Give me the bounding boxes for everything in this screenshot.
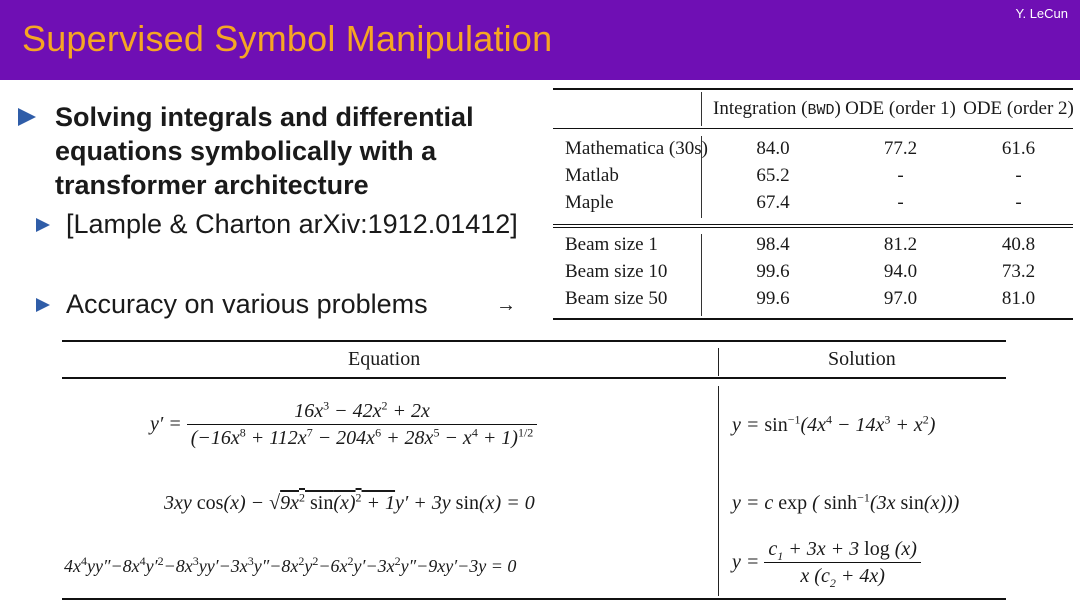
table-cell: - bbox=[1015, 165, 1022, 186]
table-cell: 77.2 bbox=[883, 138, 918, 159]
table-top-rule bbox=[62, 340, 1006, 342]
table-cell: - bbox=[897, 165, 904, 186]
triangle-bullet-icon bbox=[36, 298, 50, 312]
solution-1: $y = \sin^{-1}(4x^4 - 14x^3 + x^2)$ bbox=[732, 412, 936, 436]
equation-2: 3xy $\cos(x) - √9x^2$ $\sin(x)^2 + 1y' + 3y$ sin(x) = 0 bbox=[164, 490, 535, 514]
table-row-label: Maple bbox=[565, 192, 614, 213]
table-cell: 61.6 bbox=[1001, 138, 1036, 159]
col-header-integration: Integration (BWD) bbox=[713, 98, 841, 119]
triangle-bullet-icon bbox=[18, 108, 36, 126]
header-vline bbox=[701, 92, 702, 126]
table-cell: 67.4 bbox=[756, 192, 790, 213]
bullet-main-text: Solving integrals and differential equations symbolically with a transformer architecture bbox=[55, 102, 474, 200]
table-row-label: Beam size 1 bbox=[565, 234, 658, 255]
body-vline bbox=[718, 386, 719, 596]
equation-1: y′ = $\frac{16x^3 - 42x^2 + 2x}{(-16x^8 + 112x^7 - 204x^6 + 28x^5 - x^4 + 1)^{1/2}}$ bbox=[150, 398, 537, 451]
slide-title: Supervised Symbol Manipulation bbox=[22, 18, 553, 59]
table-cell: 81.0 bbox=[1001, 288, 1036, 309]
group2-vline bbox=[701, 234, 702, 316]
table-bottom-rule bbox=[553, 318, 1073, 320]
table-cell: 99.6 bbox=[756, 261, 790, 282]
solution-3: y = $\frac{c_1 + 3x + 3 \log (x)}{x (c_2 + 4x)}$ bbox=[732, 536, 921, 589]
slide-header bbox=[0, 0, 1080, 80]
equation-table bbox=[62, 340, 1006, 602]
table-row-label: Beam size 50 bbox=[565, 288, 668, 309]
table-cell: 94.0 bbox=[883, 261, 918, 282]
table-cell: 84.0 bbox=[756, 138, 790, 159]
header-vline bbox=[718, 348, 719, 376]
triangle-bullet-icon bbox=[36, 218, 50, 232]
col-header-equation: Equation bbox=[348, 348, 421, 370]
table-cell: 97.0 bbox=[883, 288, 918, 309]
table-cell: - bbox=[1015, 192, 1022, 213]
table-cell: 81.2 bbox=[883, 234, 918, 255]
bullet-accuracy-text: Accuracy on various problems bbox=[66, 289, 428, 319]
table-cell: - bbox=[897, 192, 904, 213]
col-header-ode2: ODE (order 2) bbox=[963, 98, 1074, 119]
bullet-citation-text: [Lample & Charton arXiv:1912.01412] bbox=[66, 209, 518, 239]
table-row-label: Matlab bbox=[565, 165, 619, 186]
table-cell: 98.4 bbox=[756, 234, 790, 255]
solution-2: y = c exp ( $\sinh^{-1}(3x$ sin(x))) bbox=[732, 490, 960, 514]
group-rule bbox=[553, 224, 1073, 225]
table-cell: 65.2 bbox=[756, 165, 790, 186]
results-table bbox=[553, 78, 1073, 323]
right-arrow-icon: → bbox=[496, 294, 516, 316]
table-cell: 40.8 bbox=[1001, 234, 1036, 255]
table-cell: 73.2 bbox=[1001, 261, 1036, 282]
header-rule bbox=[553, 128, 1073, 129]
col-header-ode1: ODE (order 1) bbox=[845, 98, 956, 119]
equation-3: $4x^4yy''-8x^4y'^2-8x^3yy'-3x^3y''-8x^2y^2-6x^2y'-3x^2y''-9xy'-3y = 0$ bbox=[64, 554, 517, 576]
table-row-label: Beam size 10 bbox=[565, 261, 668, 282]
table-top-rule bbox=[553, 88, 1073, 90]
col-header-solution: Solution bbox=[828, 348, 896, 370]
table-cell: 99.6 bbox=[756, 288, 790, 309]
group-rule bbox=[553, 227, 1073, 228]
table-bottom-rule bbox=[62, 598, 1006, 600]
author-label: Y. LeCun bbox=[1015, 6, 1068, 21]
table-row-label: Mathematica (30s) bbox=[565, 138, 708, 159]
header-rule bbox=[62, 377, 1006, 379]
